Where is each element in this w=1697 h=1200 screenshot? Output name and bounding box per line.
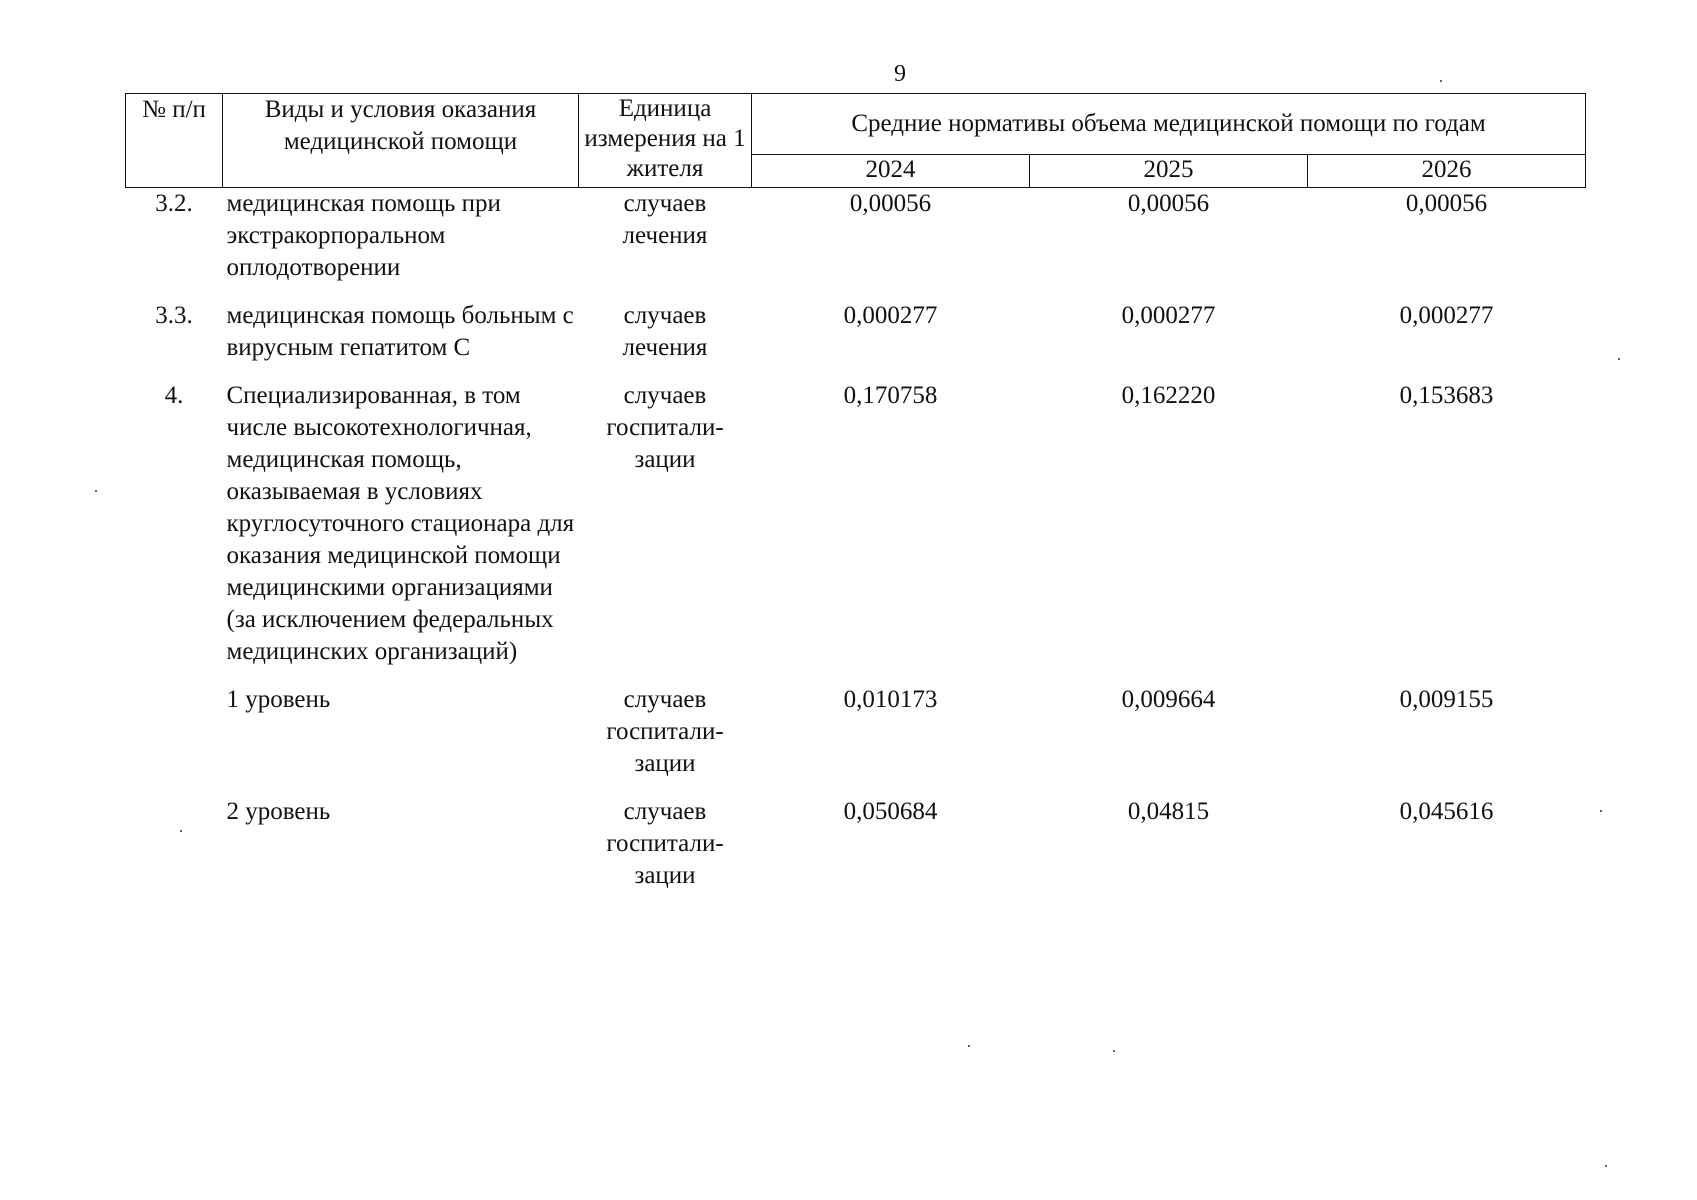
table-row — [126, 188, 1586, 301]
table-header — [126, 94, 1586, 188]
row-value-2025: 0,04815 — [1127, 798, 1210, 825]
scan-speck — [1618, 358, 1620, 360]
row-type: 2 уровень — [226, 798, 331, 825]
header-row-top — [126, 94, 1586, 155]
row-num — [126, 684, 223, 796]
header-unit: Единица измерения на 1 жителя — [579, 94, 752, 188]
row-value-2024: 0,010173 — [843, 686, 938, 713]
row-value-2025: 0,000277 — [1121, 302, 1216, 329]
row-unit: случаев госпитали-зации — [606, 798, 724, 889]
scan-speck — [95, 490, 97, 492]
row-type: 1 уровень — [226, 686, 331, 713]
row-num: 3.2. — [155, 190, 193, 217]
table-row — [126, 796, 1586, 908]
row-type: медицинская помощь при экстракорпоральном оплодотворении — [226, 190, 501, 281]
row-num: 3.3. — [155, 302, 193, 329]
scan-speck — [1605, 1165, 1607, 1167]
scan-speck — [1600, 810, 1602, 812]
scan-speck — [180, 830, 182, 832]
scan-speck — [968, 1045, 970, 1047]
row-value-2026: 0,153683 — [1399, 382, 1494, 409]
header-num: № п/п — [126, 94, 223, 188]
page-number: 9 — [894, 61, 906, 87]
row-value-2025: 0,162220 — [1121, 382, 1216, 409]
header-year-2026: 2026 — [1308, 155, 1586, 188]
header-year-2024: 2024 — [752, 155, 1030, 188]
row-type: медицинская помощь больным с вирусным гепатитом С — [226, 302, 574, 361]
row-value-2026: 0,00056 — [1405, 190, 1488, 217]
table-row — [126, 300, 1586, 380]
row-type: Специализированная, в том числе высокотехнологичная, медицинская помощь, оказываемая в условиях круглосуточного стационара для оказания медицинской помощи медицинскими организациями (за исключением федеральных медицинских организаций) — [226, 382, 575, 665]
table-body — [126, 188, 1586, 909]
row-value-2025: 0,009664 — [1121, 686, 1216, 713]
row-num — [126, 796, 223, 908]
norms-table — [125, 93, 1586, 908]
header-group: Средние нормативы объема медицинской помощи по годам — [752, 94, 1586, 155]
row-value-2026: 0,000277 — [1399, 302, 1494, 329]
header-type: Виды и условия оказания медицинской помощи — [223, 94, 579, 188]
row-unit: случаев лечения — [622, 302, 708, 361]
row-unit: случаев госпитали-зации — [606, 382, 724, 473]
scan-speck — [1440, 80, 1442, 82]
table-row — [126, 684, 1586, 796]
row-value-2024: 0,050684 — [843, 798, 938, 825]
row-value-2026: 0,009155 — [1399, 686, 1494, 713]
row-value-2025: 0,00056 — [1127, 190, 1210, 217]
row-unit: случаев лечения — [622, 190, 708, 249]
row-unit: случаев госпитали-зации — [606, 686, 724, 777]
row-value-2024: 0,170758 — [843, 382, 938, 409]
header-year-2025: 2025 — [1030, 155, 1308, 188]
scan-speck — [1113, 1050, 1115, 1052]
row-num: 4. — [164, 382, 184, 409]
row-value-2024: 0,00056 — [849, 190, 932, 217]
table-row — [126, 380, 1586, 684]
row-value-2024: 0,000277 — [843, 302, 938, 329]
row-value-2026: 0,045616 — [1399, 798, 1494, 825]
